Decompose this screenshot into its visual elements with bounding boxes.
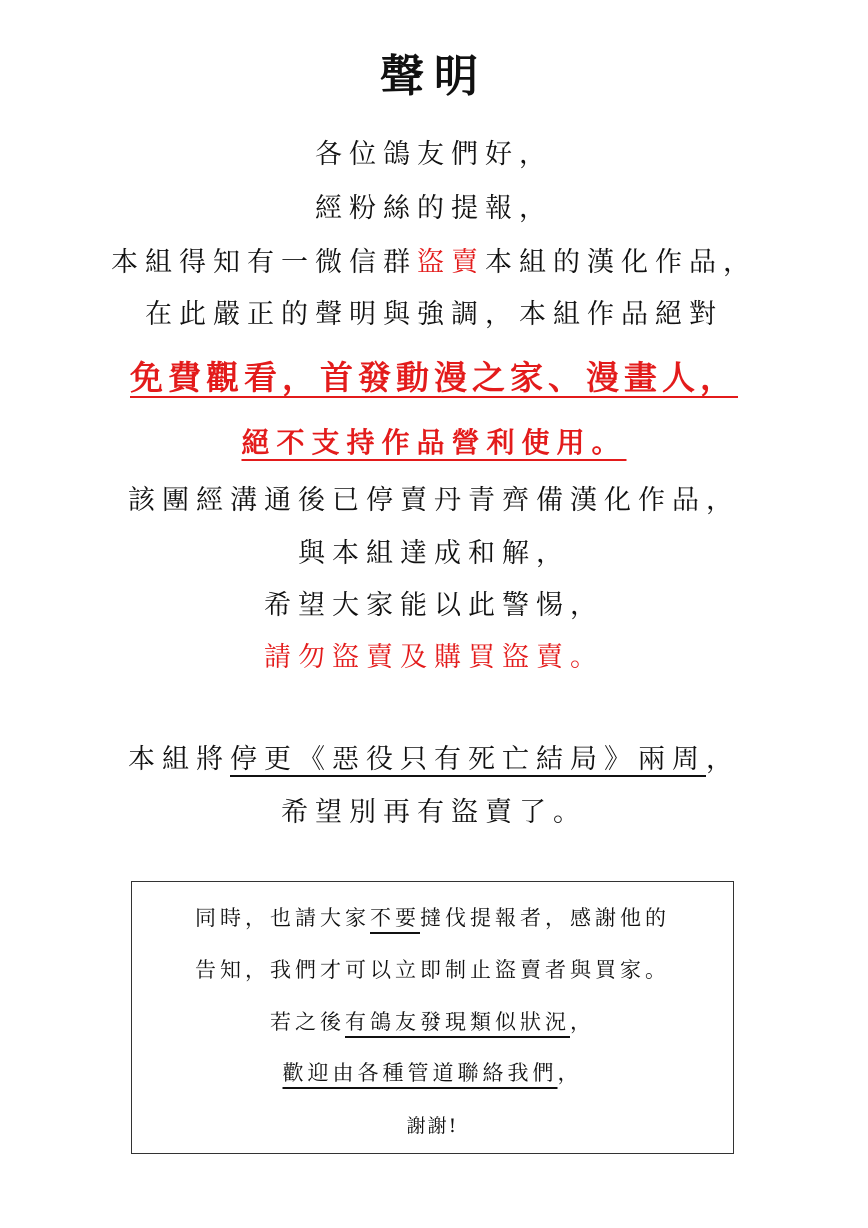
thanks-line: 謝謝! <box>406 1115 459 1137</box>
wechat-piracy-line <box>0 240 868 279</box>
statement-line: 在此嚴正的聲明與強調，本組作品絕對 <box>145 299 723 330</box>
warning-line: 希望大家能以此警惕， <box>264 590 604 621</box>
greeting-line: 各位鴿友們好， <box>315 139 553 170</box>
box-underlined: 有鴿友發現類似狀況 <box>345 1010 570 1034</box>
do-not-buy-line: 請勿盜賣及購買盜賣。 <box>264 642 604 673</box>
text-segment: 同時，也請大家 <box>195 906 370 930</box>
report-line: 經粉絲的提報， <box>315 193 553 224</box>
settlement-line: 該團經溝通後已停賣丹青齊備漢化作品， <box>128 485 740 516</box>
reconcile-line: 與本組達成和解， <box>298 538 570 569</box>
no-profit-text: 絕不支持作品營利使用。 <box>241 426 627 459</box>
text-segment: ， <box>570 1010 595 1034</box>
box-underlined: 由各種管道聯絡我們 <box>332 1061 558 1085</box>
hiatus-line <box>0 737 868 776</box>
text-segment: 本組得知有一微信群 <box>111 247 417 278</box>
text-segment: 若之後 <box>270 1010 345 1034</box>
no-profit-line <box>0 421 868 461</box>
hiatus-underlined: 停更《惡役只有死亡結局》兩周 <box>230 744 706 775</box>
box-line-2: 告知，我們才可以立即制止盜賣者與買家。 <box>195 958 670 982</box>
free-viewing-line <box>0 352 868 399</box>
free-viewing-text: 免費觀看，首發動漫之家、漫畫人， <box>130 358 738 397</box>
text-segment: ， <box>557 1061 583 1085</box>
text-segment: 本組的漢化作品， <box>485 247 757 278</box>
text-segment: 撻伐提報者，感謝他的 <box>420 906 670 930</box>
text-segment: 本組將 <box>128 744 230 775</box>
box-line-3 <box>132 1006 733 1036</box>
box-line-1 <box>132 902 733 932</box>
box-underlined: 歡迎 <box>282 1061 333 1085</box>
box-underlined: 不要 <box>370 906 420 930</box>
notice-box <box>131 881 734 1154</box>
hope-line: 希望別再有盜賣了。 <box>281 797 587 828</box>
page-title: 聲明 <box>380 51 488 102</box>
box-line-4 <box>132 1057 733 1087</box>
piracy-highlight: 盜賣 <box>417 247 485 278</box>
text-segment: ， <box>706 744 740 775</box>
